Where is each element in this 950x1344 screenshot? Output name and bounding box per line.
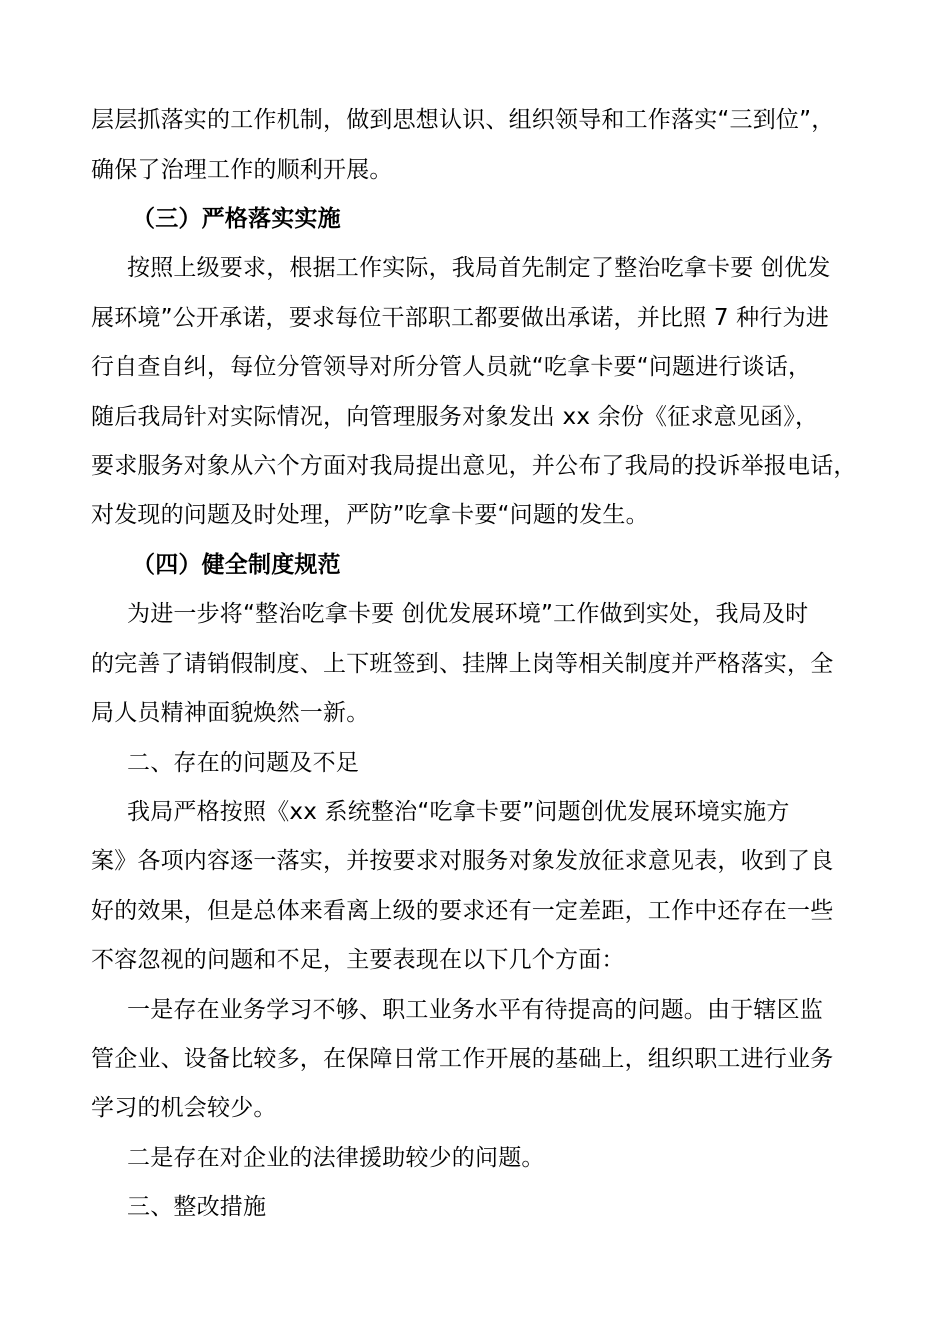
- body-line-12: 的完善了请销假制度、上下班签到、挂牌上岗等相关制度并严格落实，全: [91, 651, 834, 677]
- body-line-9: 对发现的问题及时处理，严防”吃拿卡要“问题的发生。: [91, 502, 649, 528]
- body-line-2: 确保了治理工作的顺利开展。: [91, 157, 393, 183]
- body-line-11: 为进一步将“整治吃拿卡要 创优发展环境”工作做到实处，我局及时: [127, 601, 809, 627]
- section-heading-3: （三）严格落实实施: [132, 206, 341, 232]
- body-line-22: 二是存在对企业的法律援助较少的问题。: [127, 1145, 545, 1171]
- chapter-heading-3: 三、整改措施: [127, 1194, 267, 1220]
- body-line-18: 不容忽视的问题和不足，主要表现在以下几个方面：: [91, 947, 625, 973]
- body-line-20: 管企业、设备比较多，在保障日常工作开展的基础上，组织职工进行业务: [91, 1046, 834, 1072]
- body-line-17: 好的效果，但是总体来看离上级的要求还有一定差距，工作中还存在一些: [91, 898, 834, 924]
- body-line-1: 层层抓落实的工作机制，做到思想认识、组织领导和工作落实“三到位”，: [91, 107, 835, 133]
- body-line-16: 案》各项内容逐一落实，并按要求对服务对象发放征求意见表，收到了良: [91, 848, 834, 874]
- body-line-7: 随后我局针对实际情况，向管理服务对象发出 xx 余份《征求意见函》，: [91, 404, 819, 430]
- body-line-8: 要求服务对象从六个方面对我局提出意见，并公布了我局的投诉举报电话，: [91, 453, 857, 479]
- chapter-heading-2: 二、存在的问题及不足: [127, 750, 359, 776]
- body-line-6: 行自查自纠，每位分管领导对所分管人员就“吃拿卡要“问题进行谈话，: [91, 354, 812, 380]
- body-line-5: 展环境”公开承诺，要求每位干部职工都要做出承诺，并比照 7 种行为进: [91, 305, 829, 331]
- body-line-21: 学习的机会较少。: [91, 1095, 277, 1121]
- body-line-4: 按照上级要求，根据工作实际，我局首先制定了整治吃拿卡要 创优发: [127, 255, 831, 281]
- section-heading-4: （四）健全制度规范: [132, 552, 341, 578]
- body-line-13: 局人员精神面貌焕然一新。: [91, 700, 370, 726]
- body-line-15: 我局严格按照《xx 系统整治“吃拿卡要”问题创优发展环境实施方: [127, 799, 790, 825]
- body-line-19: 一是存在业务学习不够、职工业务水平有待提高的问题。由于辖区监: [127, 997, 823, 1023]
